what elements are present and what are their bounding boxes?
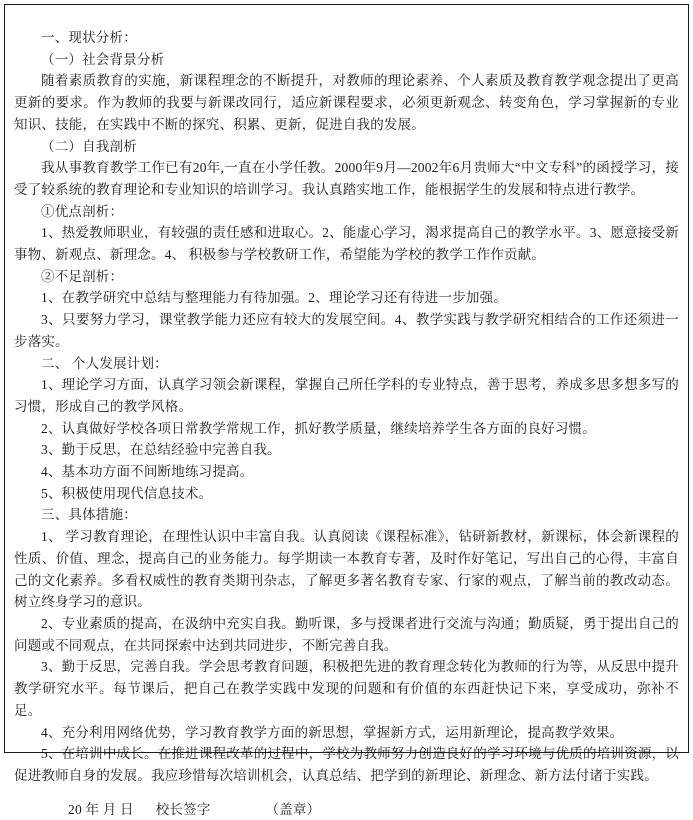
para-social-background: 随着素质教育的实施，新课程理念的不断提升，对教师的理论素养、个人素质及教育教学观念提出了更高更新的要求。作为教师的我要与新课改同行，适应新课程要求，必须更新观念、转变角色，学习掌握新的专业知识、技能，在实践中不断的探究、积累、更新，促进自我的发展。 (14, 73, 679, 132)
heading-concrete-measures: 三、具体措施： (41, 507, 137, 523)
seal-label: （盖章） (265, 801, 321, 817)
para-strengths: 1、热爱教师职业，有较强的责任感和进取心。2、能虚心学习，渴求提高自己的教学水平。3、愿意接受新事物、新观点、新理念。4、 积极参与学校教研工作，希望能为学校的教学工作作贡献。 (14, 225, 679, 263)
heading-self-analysis: （二）自我剖析 (41, 138, 137, 154)
para-measure-2: 2、专业素质的提高，在汲纳中充实自我。勤听课，多与授课者进行交流与沟通；勤质疑，勇于提出自己的问题或不同观点，在共同探索中达到共同进步，不断完善自我。 (14, 615, 679, 653)
para-plan-2: 2、认真做好学校各项日常教学常规工作，抓好教学质量，继续培养学生各方面的良好习惯。 (41, 420, 596, 436)
document-body (5, 5, 688, 820)
para-plan-1: 1、理论学习方面，认真学习领会新课程，掌握自己所任学科的专业特点，善于思考，养成多思多想多写的习惯，形成自己的教学风格。 (14, 377, 679, 414)
signature-footer (14, 799, 679, 820)
para-measure-5: 5、在培训中成长。在推进课程改革的过程中，学校为教师努力创造良好的学习环境与优质的培训资源，以促进教师自身的发展。我应珍惜每次培训机会，认真总结、把学到的新理论、新理念、新方法付诸于实践。 (14, 746, 679, 783)
heading-strengths: ①优点剖析： (41, 203, 124, 219)
principal-signature-label: 校长签字 (155, 801, 211, 817)
para-plan-4: 4、基本功方面不间断地练习提高。 (41, 464, 254, 480)
para-measure-4: 4、充分利用网络优势，学习教育教学方面的新思想，掌握新方式，运用新理论，提高教学效果。 (41, 724, 624, 740)
para-plan-3: 3、勤于反思，在总结经验中完善自我。 (41, 442, 281, 458)
heading-weaknesses: ②不足剖析： (41, 268, 124, 284)
para-measure-1: 1、 学习教育理论，在理性认识中丰富自我。认真阅读《课程标准》，钻研新教材，新课标，体会新课程的性质、价值、理念，提高自己的业务能力。每学期读一本教育专著，及时作好笔记，写出自己的心得，丰富自己的文化素养。多看权威性的教育类期刊杂志，了解更多著名教育专家、行家的观点，了解当前的教改动态。树立终身学习的意识。 (14, 529, 679, 610)
page-border-frame (4, 4, 689, 817)
para-weaknesses-2: 3、只要努力学习，课堂教学能力还应有较大的发展空间。4、教学实践与教学研究相结合的工作还须进一步落实。 (14, 312, 679, 349)
para-weaknesses-1: 1、在教学研究中总结与整理能力有待加强。2、理论学习还有待进一步加强。 (41, 290, 507, 306)
date-blanks: 20 年 月 日 (68, 801, 134, 817)
heading-social-background: （一）社会背景分析 (41, 51, 165, 67)
heading-status-analysis: 一、现状分析： (41, 30, 137, 45)
heading-development-plan: 二、 个人发展计划： (41, 355, 168, 371)
para-measure-3: 3、勤于反思，完善自我。学会思考教育问题，积极把先进的教育理念转化为教师的行为等，从反思中提升教学研究水平。每节课后，把自己在教学实践中发现的问题和有价值的东西赶快记下来，享受成功，弥补不足。 (14, 659, 679, 718)
para-plan-5: 5、积极使用现代信息技术。 (41, 485, 213, 501)
para-self-analysis: 我从事教育教学工作已有20年,一直在小学任教。2000年9月—2002年6月贵师大“中文专科”的函授学习，接受了较系统的教育理论和专业知识的培训学习。我认真踏实地工作，能根据学生的发展和特点进行教学。 (14, 160, 679, 197)
